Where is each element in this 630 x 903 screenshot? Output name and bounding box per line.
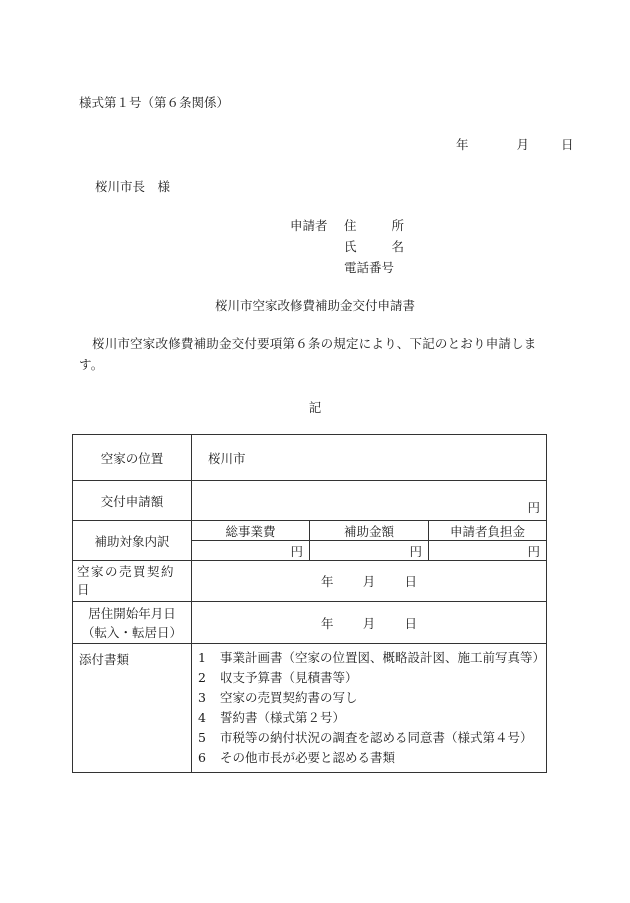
date-month: 月 [516,137,529,152]
attachment-item: 5 市税等の納付状況の調査を認める同意書（様式第４号） [198,730,533,745]
date-day: 日 [560,137,574,152]
addressee: 桜川市長 様 [95,179,171,194]
attachment-item: 1 事業計画書（空家の位置図、概略設計図、施工前写真等） [198,650,546,665]
row-residence [73,602,547,644]
ki-heading: 記 [308,400,322,415]
attachment-item: 6 その他市長が必要と認める書類 [198,750,396,765]
attachment-item: 3 空家の売買契約書の写し [198,690,358,705]
amount-label: 交付申請額 [73,481,192,521]
form-number: 様式第１号（第６条関係） [79,95,230,110]
application-table [72,434,547,773]
location-value[interactable]: 桜川市 [192,435,547,481]
document-title: 桜川市空家改修費補助金交付申請書 [214,298,415,313]
attachments-label: 添付書類 [73,644,192,773]
location-label: 空家の位置 [73,435,192,481]
residence-date[interactable]: 年 月 日 [192,602,547,644]
date-year: 年 [456,137,469,152]
applicant-name-field: 氏 名 [344,239,404,254]
applicant-block [290,215,404,278]
breakdown-header-burden: 申請者負担金 [429,521,547,541]
contract-date[interactable]: 年 月 日 [192,561,547,602]
row-breakdown-headers [73,521,547,541]
applicant-address-field: 住 所 [344,218,404,233]
row-contract [73,561,547,602]
applicant-phone-field: 電話番号 [344,260,395,275]
row-amount [73,481,547,521]
contract-label: 空家の売買契約日 [73,561,192,602]
attachment-item: 4 誓約書（様式第２号） [198,710,346,725]
date-line [456,135,573,153]
row-attachments [73,644,547,773]
breakdown-label: 補助対象内訳 [73,521,192,561]
breakdown-subsidy-value[interactable]: 円 [310,541,429,561]
attachment-item: 2 収支予算書（見積書等） [198,670,358,685]
body-paragraph: 桜川市空家改修費補助金交付要項第６条の規定により、下記のとおり申請します。 [79,336,537,372]
breakdown-header-total: 総事業費 [192,521,310,541]
breakdown-header-subsidy: 補助金額 [310,521,429,541]
amount-value[interactable]: 円 [192,481,547,521]
applicant-label: 申請者 [290,218,328,233]
residence-label: 居住開始年月日 （転入・転居日） [73,602,192,644]
row-location [73,435,547,481]
breakdown-burden-value[interactable]: 円 [429,541,547,561]
attachments-list [192,644,547,773]
breakdown-total-value[interactable]: 円 [192,541,310,561]
